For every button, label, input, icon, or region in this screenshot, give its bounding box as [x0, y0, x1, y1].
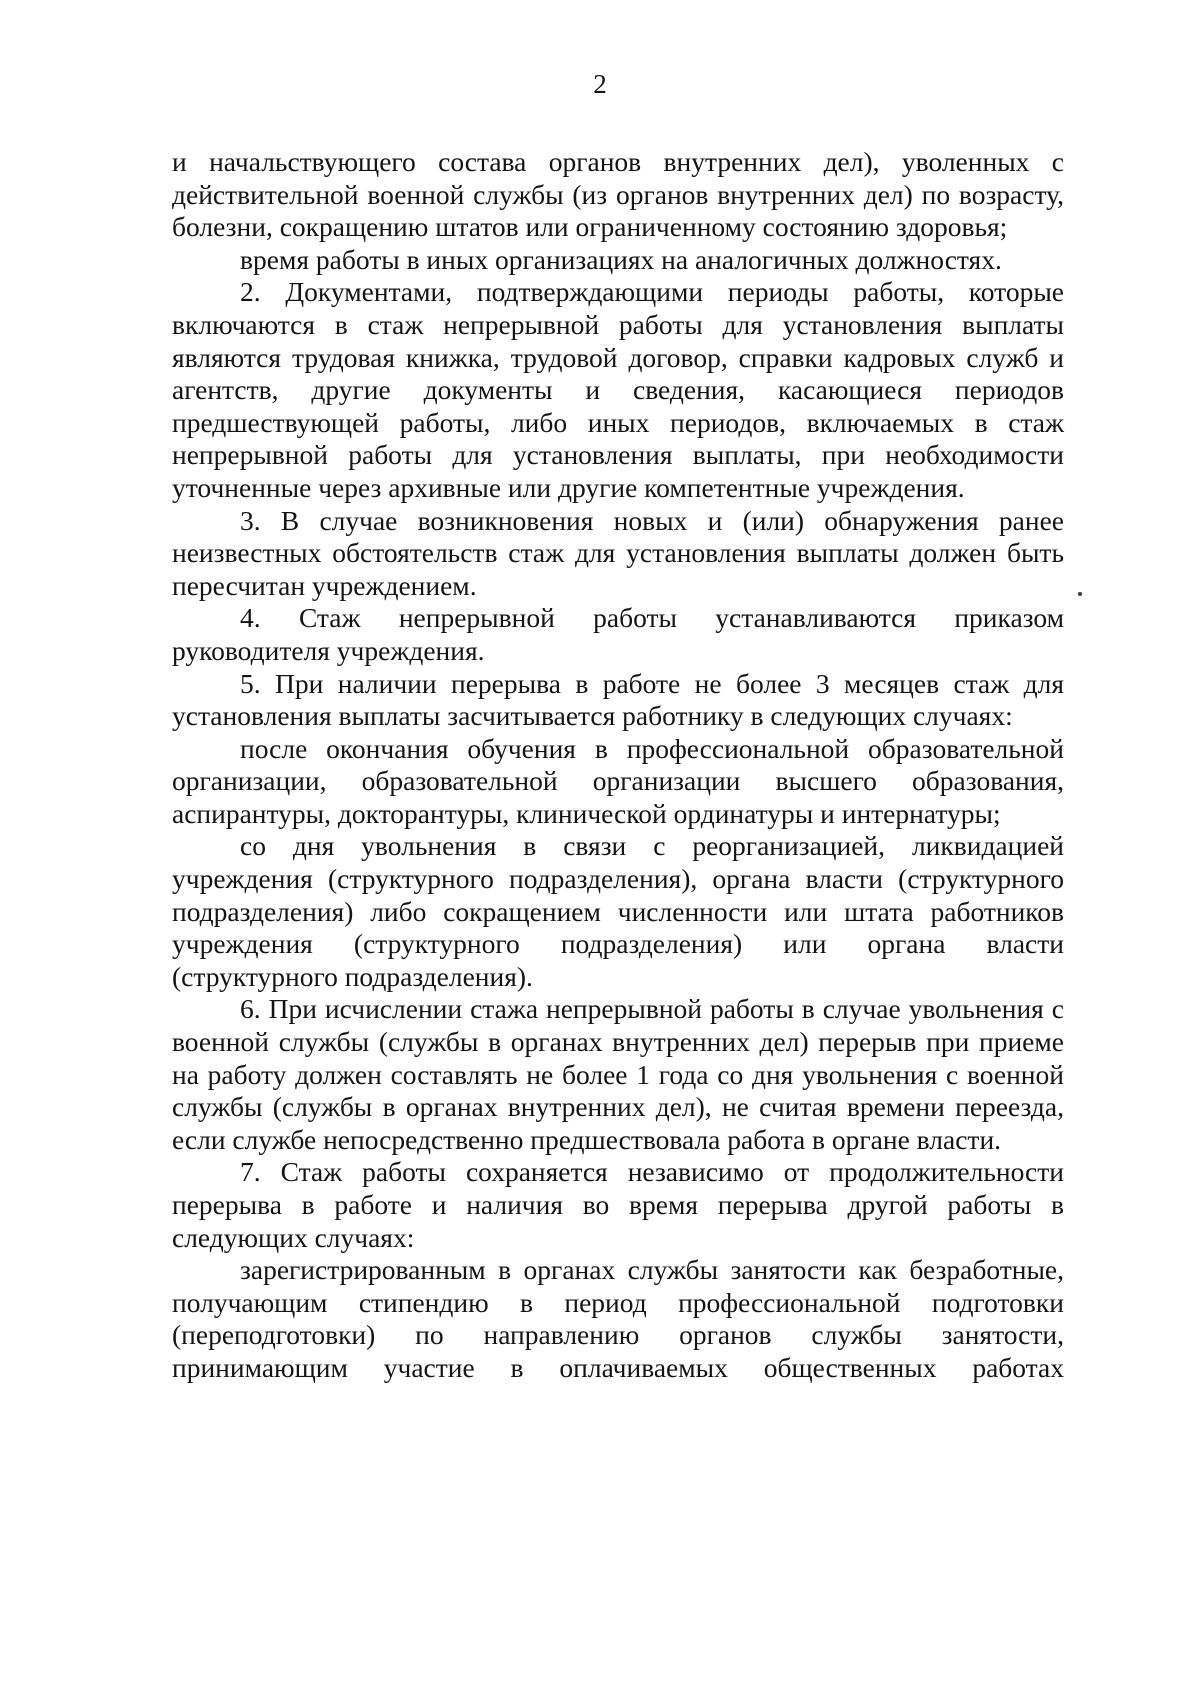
paragraph-continuation: и начальствующего состава органов внутренних дел), уволенных с действительной военной службы (из органов внутренних дел) по возрасту, болезни, сокращению штатов или ограниченному состоянию здоровья;: [172, 146, 1064, 243]
page-number: 2: [593, 69, 607, 99]
paragraph-item-3: 3. В случае возникновения новых и (или) обнаружения ранее неизвестных обстоятельств стаж для установления выплаты должен быть пересчитан учреждением.: [172, 504, 1064, 601]
paragraph-reorganization: со дня увольнения в связи с реорганизацией, ликвидацией учреждения (структурного подразделения), органа власти (структурного подразделения) либо сокращением численности или штата работников учреждения (структурного подразделения) или органа власти (структурного подразделения).: [172, 830, 1064, 992]
paragraph-item-4: 4. Стаж непрерывной работы устанавливаются приказом руководителя учреждения.: [172, 602, 1064, 666]
paragraph-item-7: 7. Стаж работы сохраняется независимо от продолжительности перерыва в работе и наличия во время перерыва другой работы в следующих случаях:: [172, 1156, 1064, 1253]
paragraph-item-2: 2. Документами, подтверждающими периоды работы, которые включаются в стаж непрерывной работы для установления выплаты являются трудовая книжка, трудовой договор, справки кадровых служб и агентств, другие документы и сведения, касающиеся периодов предшествующей работы, либо иных периодов, включаемых в стаж непрерывной работы для установления выплаты, при необходимости уточненные через архивные или другие компетентные учреждения.: [172, 276, 1064, 503]
paragraph-other-organizations: время работы в иных организациях на аналогичных должностях.: [240, 243, 1002, 275]
paragraph-after-education: после окончания обучения в профессиональной образовательной организации, образовательной организации высшего образования, аспирантуры, докторантуры, клинической ординатуры и интернатуры;: [172, 732, 1064, 829]
paragraph-registered-unemployed: зарегистрированным в органах службы занятости как безработные, получающим стипендию в период профессиональной подготовки (переподготовки) по направлению органов службы занятости, принимающим участие в оплачиваемых общественных работах: [172, 1254, 1064, 1383]
paragraph-item-6: 6. При исчислении стажа непрерывной работы в случае увольнения с военной службы (службы в органах внутренних дел) перерыв при приеме на работу должен составлять не более 1 года со дня увольнения с военной службы (службы в органах внутренних дел), не считая времени переезда, если службе непосредственно предшествовала работа в органе власти.: [172, 993, 1064, 1155]
scan-mark: [1078, 592, 1082, 596]
paragraph-item-5: 5. При наличии перерыва в работе не более 3 месяцев стаж для установления выплаты засчитывается работнику в следующих случаях:: [172, 667, 1064, 732]
document-body: [172, 146, 1064, 1385]
